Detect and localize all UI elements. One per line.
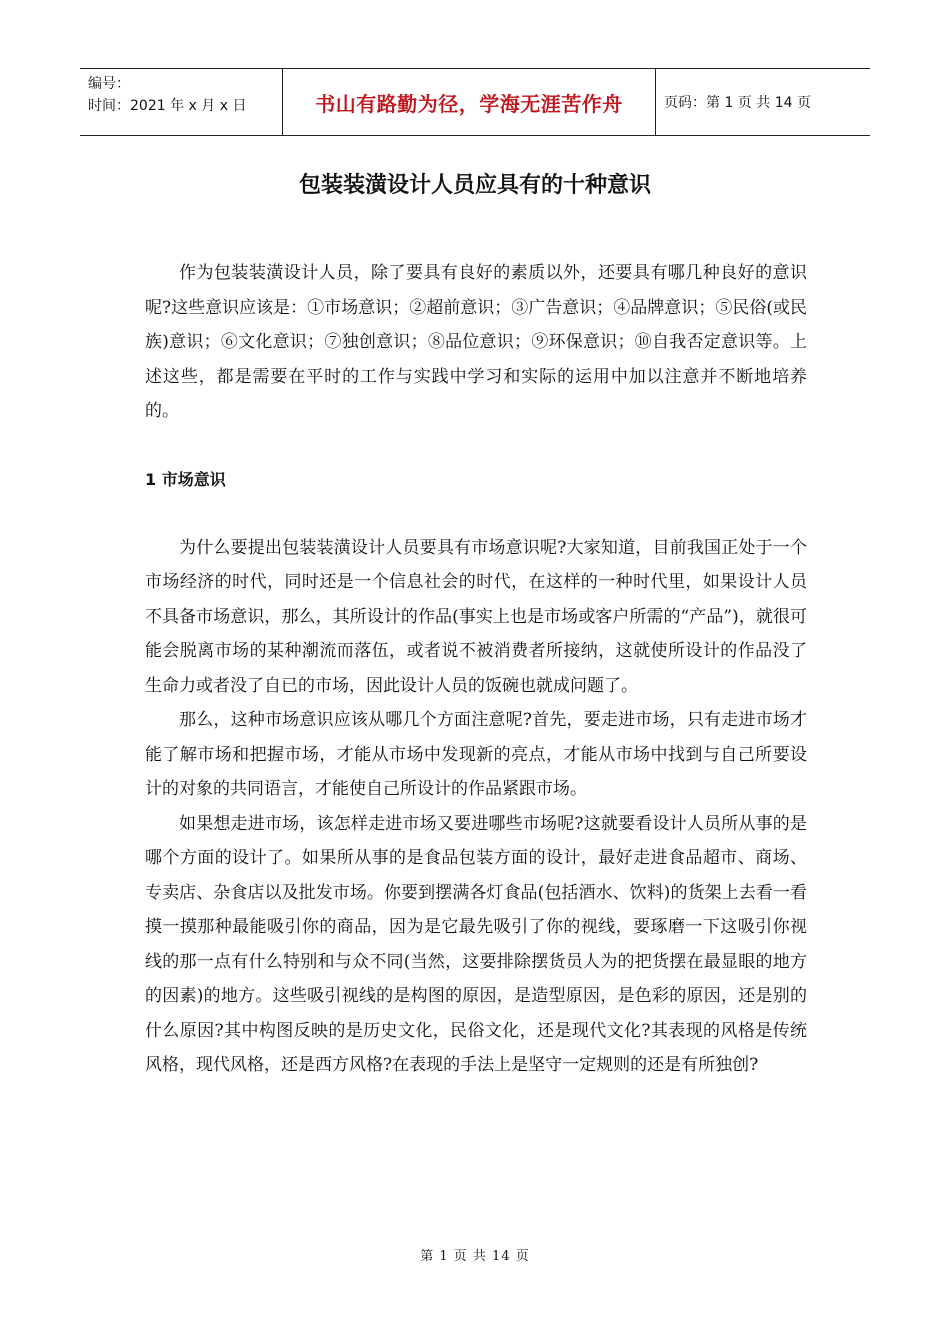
document-time-label: 时间：2021 年 x 月 x 日: [88, 98, 247, 114]
spacer: [145, 497, 807, 531]
body-paragraph: 如果想走进市场，该怎样走进市场又要进哪些市场呢?这就要看设计人员所从事的是哪个方面的设计了。如果所从事的是食品包装方面的设计，最好走进食品超市、商场、专卖店、杂食店以及批发市场。你要到摆满各灯食品(包括酒水、饮料)的货架上去看一看摸一摸那种最能吸引你的商品，因为是它最先吸引了你的视线，要琢磨一下这吸引你视线的那一点有什么特别和与众不同(当然，这要排除摆货员人为的把货摆在最显眼的地方的因素)的地方。这些吸引视线的是构图的原因，是造型原因，是色彩的原因，还是别的什么原因?其中构图反映的是历史文化，民俗文化，还是现代文化?其表现的风格是传统风格，现代风格，还是西方风格?在表现的手法上是坚守一定规则的还是有所独创?: [145, 813, 807, 1075]
section-heading: 1 市场意识: [145, 469, 226, 489]
document-body: [145, 256, 807, 1083]
header-page-info: 页码：第 1 页 共 14 页: [664, 95, 811, 111]
header-meta-cell: [80, 69, 282, 135]
document-title: 包装装潢设计人员应具有的十种意识: [298, 173, 651, 198]
header-table: [80, 68, 870, 136]
page-footer: 第 1 页 共 14 页: [420, 1249, 530, 1264]
body-paragraph: 那么，这种市场意识应该从哪几个方面注意呢?首先，要走进市场，只有走进市场才能了解市场和把握市场，才能从市场中发现新的亮点，才能从市场中找到与自己所要设计的对象的共同语言，才能使自己所设计的作品紧跟市场。: [145, 710, 807, 799]
spacer: [145, 429, 807, 463]
intro-paragraph: 作为包装装潢设计人员，除了要具有良好的素质以外，还要具有哪几种良好的意识呢?这些意识应该是：①市场意识；②超前意识；③广告意识；④品牌意识；⑤民俗(或民族)意识；⑥文化意识；⑦独创意识；⑧品位意识；⑨环保意识；⑩自我否定意识等。上述这些，都是需要在平时的工作与实践中学习和实际的运用中加以注意并不断地培养的。: [145, 263, 807, 421]
body-paragraph: 为什么要提出包装装潢设计人员要具有市场意识呢?大家知道，目前我国正处于一个市场经济的时代，同时还是一个信息社会的时代，在这样的一种时代里，如果设计人员不具备市场意识，那么，其所设计的作品(事实上也是市场或客户所需的“产品”)，就很可能会脱离市场的某种潮流而落伍，或者说不被消费者所接纳，这就使所设计的作品没了生命力或者没了自已的市场，因此设计人员的饭碗也就成问题了。: [145, 537, 807, 696]
header-motto: 书山有路勤为径，学海无涯苦作舟: [282, 69, 656, 135]
document-number-label: 编号：: [88, 76, 130, 92]
